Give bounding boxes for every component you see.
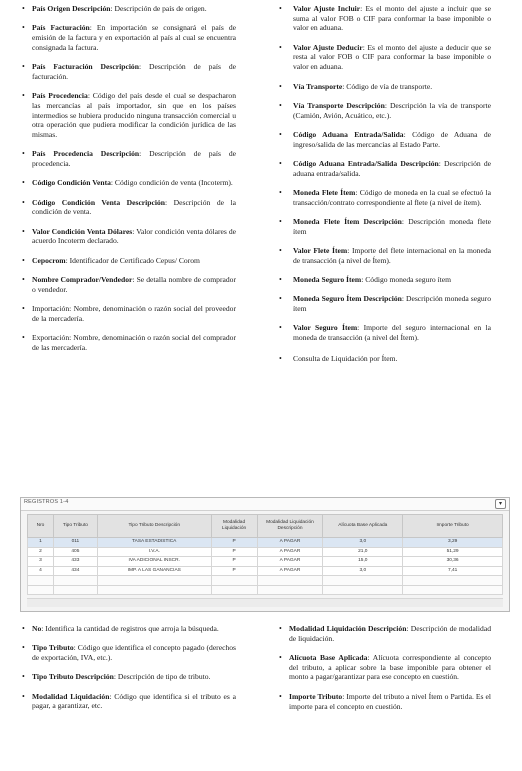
definition-text: : Importe del flete internacional en la moneda de transacción (a nivel de Ítem). [293,245,491,265]
table-cell: 3,0 [323,538,403,548]
definition-text: : Se detalla nombre de comprador o vendedor. [32,275,236,294]
definition-item [22,62,236,81]
table-cell: IMP. A LAS GANANCIAS [97,566,211,576]
table-row[interactable] [28,547,503,557]
definition-item [22,227,236,246]
table-row[interactable] [28,557,503,567]
definition-item [279,188,491,207]
definition-text: : Descripción de aduana entrada/salida. [293,158,491,178]
column-header[interactable]: Alícuota Base Aplicada [323,515,403,538]
definition-text: : Descripción moneda seguro ítem [293,294,492,314]
definition-term: Alícuota Base Aplicada [289,653,368,663]
definition-item [279,4,491,33]
definition-item [279,82,491,92]
bottom-left-column [22,624,236,721]
table-cell: A PAGAR [257,547,323,557]
definition-item [279,275,491,285]
definition-term: Valor Condición Venta Dólares [32,226,133,236]
empty-cell [323,585,403,595]
table-cell: A PAGAR [257,538,323,548]
empty-cell [211,585,257,595]
definition-term: Valor Seguro Ítem [293,323,358,333]
table-cell: A PAGAR [257,566,323,576]
panel-title: REGISTROS 1-4 [24,499,69,505]
empty-row [28,576,503,586]
table-cell: P [211,538,257,548]
definition-text: : Es el monto del ajuste a deducir que se resta al valor FOB o CIF para conformar la base imponible o valor en aduana. [293,42,491,72]
definition-term: Modalidad Liquidación Descripción [289,624,407,633]
definition-text: : Descripción moneda flete ítem [293,216,491,236]
empty-cell [403,576,503,586]
table-cell: TASA ESTADISTICA [97,538,211,548]
definition-text: : Importe del seguro internacional en la moneda de transacción (a nivel del Ítem). [293,323,491,343]
definition-item [22,275,236,294]
definition-text: : Descripción de país de origen. [110,4,207,13]
definition-term: Cepocrom [32,255,66,265]
definition-term: Moneda Seguro Ítem [293,275,362,284]
definition-item [279,43,491,72]
definition-text: : Valor condición venta dólares de acuerdo Incoterm declarado. [32,226,236,246]
definition-term: Nombre Comprador/Vendedor [32,275,133,284]
definition-item [22,256,236,266]
definition-term: Código Aduana Entrada/Salida [293,129,404,139]
definition-text: : Código condición de venta (Incoterm). [110,178,233,188]
definition-item [22,304,236,323]
bottom-right-column [279,624,491,721]
definition-item [279,692,491,711]
definition-term: Vía Transporte Descripción [293,100,385,110]
empty-cell [53,585,97,595]
definition-text: : Código que identifica si el tributo es a pagar, a garantizar, etc. [32,691,236,711]
table-cell: IVA ADICIONAL INSCR. [97,557,211,567]
definition-text: : Es el monto del ajuste a incluir que se suma al valor FOB o CIF para conformar la base imponible o valor en aduana. [293,4,491,33]
definition-term: País Procedencia [32,91,88,101]
definition-term: Moneda Flete Ítem [293,187,356,197]
table-cell: A PAGAR [257,557,323,567]
definition-term: Modalidad Liquidación [32,691,110,701]
table-cell: I.V.A. [97,547,211,557]
empty-cell [28,576,54,586]
definition-item [279,130,491,149]
definition-text: : Descripción la vía de transporte (Camión, Avión, Acuático, etc.). [293,100,491,120]
definition-term: País Procedencia Descripción [32,149,140,159]
definition-term: Moneda Seguro Ítem Descripción [293,294,402,304]
definition-term: No [32,624,42,633]
definition-text: : Código moneda seguro ítem [361,275,452,284]
definition-text: : Código del país desde el cual se despacharon las mercancías al país importador, sin que en los países intermedios se hubiera producido ninguna transacción comercial u otra operación que pudiera modificar la condición jurídica de las mismas. [32,91,236,139]
column-header[interactable]: Modalidad Liquidación Descripción [257,515,323,538]
definition-term: Código Aduana Entrada/Salida Descripción [293,158,439,168]
empty-cell [211,576,257,586]
empty-cell [323,576,403,586]
definition-text: Exportación: Nombre, denominación o razón social del comprador de las mercadería. [32,333,236,352]
definition-term: Tipo Tributo [32,643,74,653]
empty-cell [403,585,503,595]
definition-item [22,672,236,682]
table-cell: 434 [53,566,97,576]
definition-item [279,217,491,236]
table-cell: 21,0 [323,547,403,557]
definition-item [22,333,236,352]
definition-term: País Facturación Descripción [32,62,139,72]
liquidacion-table [27,514,503,595]
table-cell: P [211,566,257,576]
definition-text: : Identificador de Certificado Cepus/ Corom [65,255,200,265]
definition-term: Tipo Tributo Descripción [32,672,114,682]
definition-term: Valor Flete Ítem [293,245,348,255]
definition-text: : Descripción de tipo de tributo. [113,672,211,682]
definition-term: Moneda Flete Ítem Descripción [293,216,402,226]
empty-cell [97,585,211,595]
definition-item [279,159,491,178]
definition-term: Vía Transporte [293,81,343,91]
definition-text: : Descripción de país de facturación. [32,62,236,81]
definition-text: : Código de moneda en la cual se efectuó la transacción/contrato correspondiente al flete (a nivel de ítem). [293,187,491,207]
definition-item [279,101,491,120]
definition-item [22,4,236,14]
definition-item [279,653,491,682]
definition-term: Código Condición Venta Descripción [32,197,166,207]
empty-row [28,585,503,595]
table-row[interactable] [28,566,503,576]
definition-text: : Descripción de la condición de venta. [32,197,236,217]
table-cell: P [211,557,257,567]
definition-term: Valor Ajuste Deducir [293,42,363,52]
table-pager [27,598,503,607]
definition-item [279,624,491,643]
definition-text: : En importación se consignará el país de emisión de la factura y en exportación al país al cual se encuentra consignada la factura. [32,23,236,52]
column-header[interactable]: Nro [28,515,54,538]
table-cell: 3,0 [323,566,403,576]
panel-header [21,498,509,511]
table-row[interactable] [28,538,503,548]
definition-item [22,643,236,662]
definition-term: Valor Ajuste Incluir [293,4,361,13]
table-cell: 1 [28,538,54,548]
table-cell: 405 [53,547,97,557]
definition-item [22,149,236,168]
empty-cell [257,576,323,586]
definition-text: : Descripción de modalidad de liquidación. [289,624,491,643]
definition-item [22,624,236,634]
definition-item [279,246,491,265]
definition-item [22,198,236,217]
left-column [22,4,236,362]
table-cell: 2 [28,547,54,557]
definition-text: : Identifica la cantidad de registros que arroja la búsqueda. [41,624,219,633]
column-header[interactable]: Modalidad Liquidación [211,515,257,538]
chevron-down-icon[interactable]: ▾ [495,499,506,509]
column-header[interactable]: Tipo Tributo Descripción [97,515,211,538]
definition-term: Importe Tributo [289,691,343,701]
table-cell: 011 [53,538,97,548]
table-cell: 7,41 [403,566,503,576]
table-cell: P [211,547,257,557]
table-header-row [28,515,503,538]
definition-term: País Origen Descripción [32,4,111,13]
column-header[interactable]: Tipo Tributo [53,515,97,538]
right-column [279,4,491,373]
definition-text: : Código de vía de transporte. [342,81,433,91]
consulta-line: • Consulta de Liquidación por Ítem. [279,354,491,364]
column-header[interactable]: Importe Tributo [403,515,503,538]
definition-text: : Código de Aduana de ingreso/salida de las mercancías al Estado Parte. [293,129,491,149]
definition-text: : Alícuota correspondiente al concepto del tributo, a aplicar sobre la base imponible para obtener el monto a pagar/garantizar para ese concepto en cuestión. [289,653,491,682]
table-cell: 433 [53,557,97,567]
definition-item [22,91,236,140]
definition-text: : Importe del tributo a nivel Ítem o Partida. Es el importe para el concepto en cuestión. [289,691,491,711]
empty-cell [97,576,211,586]
definition-item [279,323,491,342]
liquidacion-panel [20,497,510,612]
table-cell: 3 [28,557,54,567]
table-cell: 4 [28,566,54,576]
definition-item [22,692,236,711]
table-cell: 30,36 [403,557,503,567]
table-cell: 51,29 [403,547,503,557]
definition-text: : Código que identifica el concepto pagado (derechos de exportación, IVA, etc.). [32,643,237,663]
definition-text: Importación: Nombre, denominación o razón social del proveedor de la mercadería. [32,304,236,323]
definition-term: País Facturación [32,23,90,33]
empty-cell [28,585,54,595]
definition-term: Código Condición Venta [32,178,111,188]
empty-cell [53,576,97,586]
definition-item [22,178,236,188]
definition-item [279,294,491,313]
definition-item [22,23,236,52]
definition-text: : Descripción de país de procedencia. [32,149,236,168]
table-cell: 15,0 [323,557,403,567]
empty-cell [257,585,323,595]
table-cell: 3,29 [403,538,503,548]
